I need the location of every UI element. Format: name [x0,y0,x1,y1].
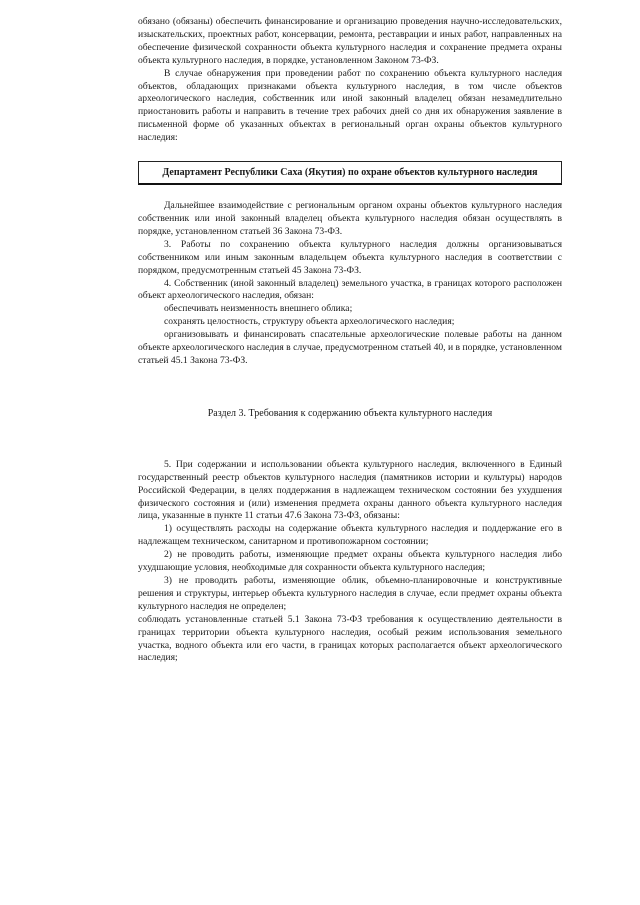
paragraph-interaction: Дальнейшее взаимодействие с региональным органом охраны объектов культурного наследия собственник или иной законный владелец объекта культурного наследия обязан осуществлять в порядке, установленном статьей 36 Закона 73-ФЗ. [138,200,562,237]
paragraph-intro-continuation: обязано (обязаны) обеспечить финансирование и организацию проведения научно-исследовательских, изыскательских, проектных работ, консервации, ремонта, реставрации и иных работ, направленных на обеспечение физической сохранности объекта культурного наследия и сохранение предмета охраны объекта культурного наследия, в порядке, установленном Законом 73-ФЗ. [138,16,562,66]
list-item-integrity: сохранять целостность, структуру объекта археологического наследия; [164,316,455,328]
paragraph-item-5: 5. При содержании и использовании объекта культурного наследия, включенного в Единый государственный реестр объектов культурного наследия (памятников истории и культуры) народов Российской Федерации, в целях поддержания в надлежащем техническом состоянии без ухудшения физического состояния и (или) изменения предмета охраны данного объекта культурного наследия лица, указанные в пункте 11 статьи 47.6 Закона 73-ФЗ, обязаны: [138,458,562,522]
paragraph-item-4: 4. Собственник (иной законный владелец) земельного участка, в границах которого расположен объект археологического наследия, обязан: [138,277,562,302]
subitem-3: 3) не проводить работы, изменяющие облик, объемно-планировочные и конструктивные решения и структуры, интерьер объекта культурного наследия в случае, если предмет охраны объекта культурного наследия не определен; [138,575,562,612]
paragraph-item-3: 3. Работы по сохранению объекта культурного наследия должны организовываться собственником или иным законным владельцем объекта культурного наследия в соответствии с порядком, предусмотренным статьей 45 Закона 73-ФЗ. [138,238,562,276]
department-name: Департамент Республики Саха (Якутия) по охране объектов культурного наследия [162,167,538,179]
list-item-rescue-works: организовывать и финансировать спасательные археологические полевые работы на данном объекте археологического наследия в случае, предусмотренном статьей 40, и в порядке, установленном статьей 45.1 Закона 73-ФЗ. [138,329,562,366]
section-3-title: Раздел 3. Требования к содержанию объекта культурного наследия [207,407,493,419]
subitem-1: 1) осуществлять расходы на содержание объекта культурного наследия и поддержание его в надлежащем техническом, санитарном и противопожарном состоянии; [138,523,562,548]
subitem-2: 2) не проводить работы, изменяющие предмет охраны объекта культурного наследия либо ухудшающие условия, необходимые для сохранности объекта культурного наследия; [138,549,562,574]
document-page [138,16,562,665]
list-item-appearance: обеспечивать неизменность внешнего облика; [164,303,353,315]
department-name-box [138,161,562,185]
paragraph-compliance: соблюдать установленные статьей 5.1 Закона 73-ФЗ требования к осуществлению деятельности в границах территории объекта культурного наследия, особый режим использования земельного участка, водного объекта или его части, в границах которых располагается объект археологического наследия; [138,613,562,664]
paragraph-discovery-obligation: В случае обнаружения при проведении работ по сохранению объекта культурного наследия объектов, обладающих признаками объекта культурного наследия, в том числе объектов археологического наследия, собственник или иной законный владелец обязан незамедлительно приостановить работы и направить в течение трех рабочих дней со дня их обнаружения заявление в письменной форме об указанных объектах в региональный орган охраны объектов культурного наследия: [138,67,562,144]
